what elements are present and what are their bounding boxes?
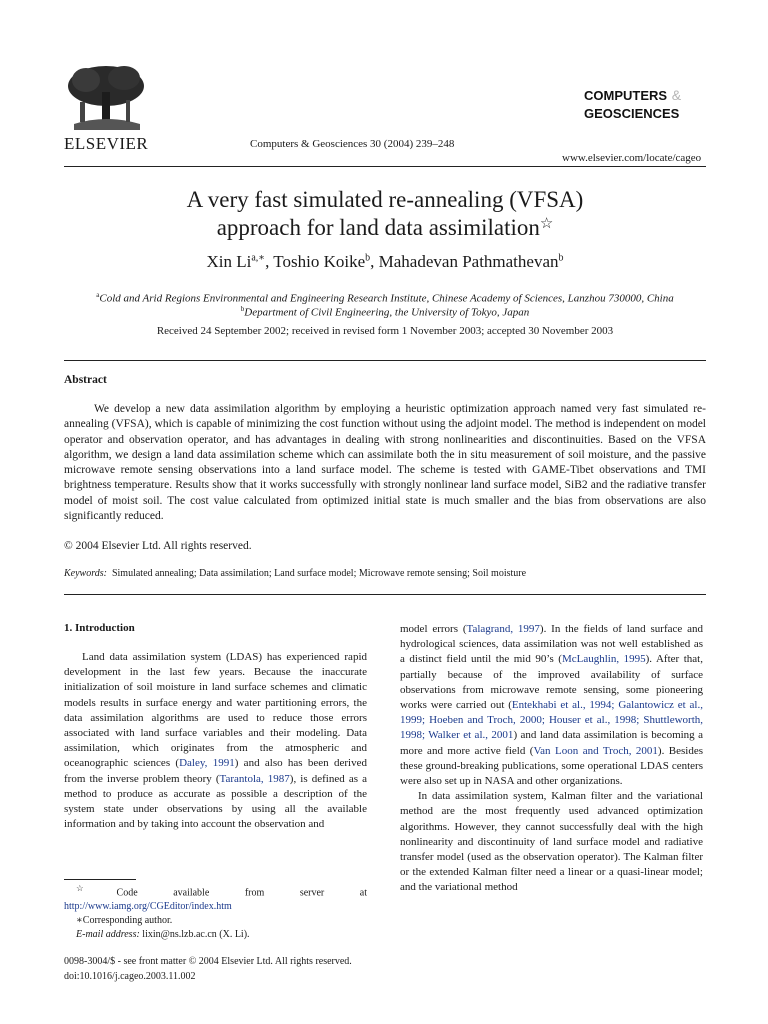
body-text: ). Besides these ground-breaking publications, some operational LDAS centers were also set up in NASA and other organizations. — [400, 744, 704, 788]
author-list: Xin $Li^{a,∗}$, Toshio Koike$^b$, Mahadevan Pathmathevan$^b$ — [206, 252, 564, 271]
affiliation-text: Cold and Arid Regions Environmental and Engineering Research Institute, Chinese Academy of Sciences, Lanzhou 730000, China — [99, 292, 674, 305]
author-sup: a,∗ — [251, 252, 266, 264]
footer-issn: 0098-3004/$ - see front matter © 2004 Elsevier Ltd. All rights reserved. — [64, 956, 352, 967]
affiliation-b — [64, 302, 706, 320]
affiliation-sup: a — [96, 291, 100, 299]
journal-logo — [584, 86, 681, 123]
ref-link[interactable]: Tarantola, 1987 — [219, 772, 290, 785]
ref-link[interactable]: Entekhabi et al., 1994; Galantowicz et al., 1999; Hoeben and Troch, 2000; Houser et al., 1998; Shuttleworth, 1998; Walker et al., 2001 — [400, 699, 703, 742]
left-column — [64, 650, 367, 832]
logo-amp: & — [671, 87, 682, 103]
journal-citation: Computers & Geosciences 30 (2004) 239–248 — [250, 138, 455, 150]
title-line2: approach for land data assimilation — [216, 215, 540, 240]
affiliation-text: Department of Civil Engineering, the University of Tokyo, Japan — [244, 306, 530, 319]
intro-paragraph-cont — [400, 622, 703, 789]
footnotes — [64, 882, 367, 942]
header-rule — [64, 166, 706, 167]
intro-paragraph — [64, 650, 367, 832]
footnote-rule — [64, 879, 136, 880]
elsevier-logo — [64, 62, 149, 153]
journal-url[interactable]: www.elsevier.com/locate/cageo — [562, 152, 702, 164]
page-footer — [64, 954, 352, 984]
ref-link[interactable]: Talagrand, 1997 — [466, 623, 540, 635]
author-name: Mahadevan Pathmathevan — [378, 252, 559, 271]
ref-link[interactable]: Daley, 1991 — [179, 757, 235, 770]
received-dates: Received 24 September 2002; received in revised form 1 November 2003; accepted 30 November 2003 — [156, 325, 614, 337]
body-text: ). After that, partially because of the improved availability of surface observations from microwave remote sensing, some pioneering works were carried out ( — [400, 653, 703, 712]
section-heading: 1. Introduction — [64, 622, 135, 634]
code-url-link[interactable]: http://www.iamg.org/CGEditor/index.htm — [64, 901, 232, 913]
abstract-heading: Abstract — [64, 374, 107, 386]
body-text: model errors ( — [400, 623, 467, 635]
elsevier-tree-icon — [64, 62, 148, 132]
logo-line1: COMPUTERS — [584, 88, 668, 103]
right-column — [400, 622, 703, 896]
elsevier-wordmark: ELSEVIER — [64, 134, 149, 153]
intro-paragraph-2: In data assimilation system, Kalman filter and the variational method are the most frequently used advanced optimization algorithms. However, they cannot successfully deal with the high nonlinearity and discontinuity of land surface model and radiative transfer model (used as the observation operator). The Kalman filter or the extended Kalman filter need a linear or a quasi-linear model; and the variational method — [400, 790, 703, 894]
logo-line2: GEOSCIENCES — [584, 106, 680, 121]
author-sup: b — [558, 252, 564, 264]
abstract-rule — [64, 360, 706, 361]
body-text: Land data assimilation system (LDAS) has experienced rapid development in the last few years. Because the inaccurate initialization of soil moisture in land surface schemes and climatic models results in surface energy and water partitioning errors, the data assimilation algorithms are used to reduce those errors associated with land surface variables and their modeling. Data assimilation, which originates from the atmospheric and oceanographic sciences ( — [64, 651, 367, 770]
footnote-text: Code available from server at — [116, 887, 368, 899]
ref-link[interactable]: Van Loon and Troch, 2001 — [533, 744, 658, 757]
footnote-email — [64, 928, 367, 942]
footer-doi[interactable]: doi:10.1016/j.cageo.2003.11.002 — [64, 971, 196, 982]
footnote-mark: ☆ — [76, 884, 117, 893]
body-text: ) and land data assimilation is becoming a more and more active field ( — [400, 729, 703, 757]
footnote-corresponding: ∗Corresponding author. — [76, 915, 173, 927]
keywords-label: Keywords: — [64, 568, 107, 579]
abstract-copyright: © 2004 Elsevier Ltd. All rights reserved. — [64, 540, 252, 552]
body-text: ). In the fields of land surface and hydrological sciences, data assimilation was not well established as a distinct field until the mid 90’s ( — [400, 623, 703, 666]
paper-title — [64, 186, 706, 242]
abstract-text: We develop a new data assimilation algorithm by employing a heuristic optimization approach named very fast simulated re-annealing (VFSA), which is capable of minimizing the cost function without using the adjoint model. The method is independent on model operator and observation operator, and has advantages in dealing with strong nonlinearities and discontinuities. Based on the VFSA algorithm, we design a land data assimilation scheme which can assimilate both the in situ measurement of soil moisture, and the passive microwave remote sensing observations into a land surface model. The scheme is tested with GAME-Tibet observations and TMI brightness temperature. Results show that it works successfully with strongly nonlinear land surface model, SiB2 and the radiative transfer model of moist soil. The cost value calculated from optimized initial state is much smaller and the bias from observations are also significantly reduced. — [64, 403, 706, 523]
email-address[interactable]: lixin@ns.lzb.ac.cn (X. Li). — [142, 929, 250, 941]
email-label: E-mail address: — [76, 929, 140, 941]
body-text: ), is defined as a method to produce as accurate as possible a description of the system state under observations by using all the available information and by taking into account the observation and — [64, 772, 367, 831]
keywords — [64, 568, 526, 579]
affiliation-sup: b — [240, 305, 245, 313]
ref-link[interactable]: McLaughlin, 1995 — [561, 653, 646, 666]
author-name: Xin Li — [206, 252, 252, 271]
title-footnote-mark[interactable]: ☆ — [539, 216, 554, 232]
body-text: ) and also has been derived from the inverse problem theory ( — [64, 757, 367, 785]
abstract-body — [64, 402, 706, 524]
title-line1: A very fast simulated re-annealing (VFSA) — [186, 187, 584, 212]
keywords-text: Simulated annealing; Data assimilation; Land surface model; Microwave remote sensing; Soil moisture — [111, 568, 527, 579]
author-name: Toshio Koike — [273, 252, 366, 271]
keywords-rule — [64, 594, 706, 595]
author-sup: b — [365, 252, 371, 264]
footnote-code — [64, 882, 367, 914]
